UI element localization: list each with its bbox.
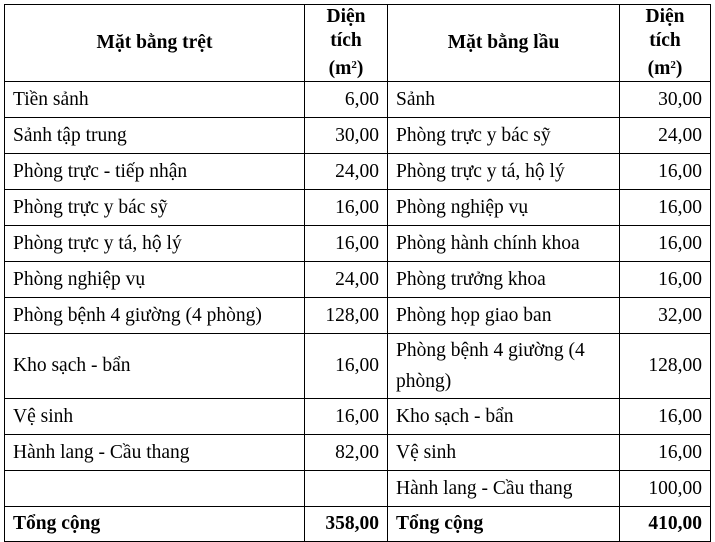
upper-room-area: 16,00: [620, 226, 711, 262]
ground-room-name: [5, 471, 305, 507]
upper-room-name: Phòng trưởng khoa: [388, 262, 620, 298]
ground-room-name: Phòng bệnh 4 giường (4 phòng): [5, 298, 305, 334]
upper-room-name: Phòng bệnh 4 giường (4 phòng): [388, 334, 620, 399]
ground-room-area: 16,00: [305, 399, 388, 435]
ground-room-name: Vệ sinh: [5, 399, 305, 435]
upper-room-name: Phòng trực y bác sỹ: [388, 118, 620, 154]
upper-room-area: 16,00: [620, 190, 711, 226]
ground-room-name: Phòng trực - tiếp nhận: [5, 154, 305, 190]
ground-room-area: 30,00: [305, 118, 388, 154]
upper-room-name: Hành lang - Cầu thang: [388, 471, 620, 507]
ground-room-name: Phòng trực y tá, hộ lý: [5, 226, 305, 262]
upper-room-area: 16,00: [620, 154, 711, 190]
table-row: [5, 262, 711, 298]
area-header-line1: Diện tích: [326, 6, 366, 51]
total-row: [5, 507, 711, 542]
upper-room-name: Phòng nghiệp vụ: [388, 190, 620, 226]
upper-room-name: Vệ sinh: [388, 435, 620, 471]
ground-room-area: 16,00: [305, 334, 388, 399]
table-row: [5, 399, 711, 435]
upper-total-area: 410,00: [620, 507, 711, 542]
upper-room-name: Phòng hành chính khoa: [388, 226, 620, 262]
ground-room-name: Hành lang - Cầu thang: [5, 435, 305, 471]
table-row: [5, 435, 711, 471]
ground-room-name: Kho sạch - bẩn: [5, 334, 305, 399]
ground-room-area: 16,00: [305, 190, 388, 226]
ground-room-area: 24,00: [305, 262, 388, 298]
ground-area-header: [305, 5, 388, 82]
table-row: [5, 334, 711, 399]
ground-room-area: 16,00: [305, 226, 388, 262]
ground-room-area: [305, 471, 388, 507]
ground-room-name: Sảnh tập trung: [5, 118, 305, 154]
table-row: [5, 154, 711, 190]
upper-room-area: 16,00: [620, 399, 711, 435]
upper-room-area: 32,00: [620, 298, 711, 334]
ground-room-area: 6,00: [305, 82, 388, 118]
ground-room-name: Phòng nghiệp vụ: [5, 262, 305, 298]
table-row: [5, 118, 711, 154]
area-unit-sup: 2: [670, 59, 676, 71]
area-unit-post: ): [675, 58, 683, 79]
table-row: [5, 82, 711, 118]
ground-room-area: 128,00: [305, 298, 388, 334]
upper-room-area: 128,00: [620, 334, 711, 399]
ground-room-area: 82,00: [305, 435, 388, 471]
ground-room-area: 24,00: [305, 154, 388, 190]
ground-total-area: 358,00: [305, 507, 388, 542]
upper-room-name: Phòng họp giao ban: [388, 298, 620, 334]
header-row: [5, 5, 711, 82]
upper-room-name: Phòng trực y tá, hộ lý: [388, 154, 620, 190]
upper-room-area: 16,00: [620, 435, 711, 471]
area-header-line1: Diện tích: [645, 6, 685, 51]
table-row: [5, 471, 711, 507]
upper-room-area: 24,00: [620, 118, 711, 154]
upper-room-name: Kho sạch - bẩn: [388, 399, 620, 435]
area-unit-sup: 2: [351, 59, 357, 71]
upper-floor-header: Mặt bằng lầu: [388, 5, 620, 82]
upper-room-area: 100,00: [620, 471, 711, 507]
table-row: [5, 226, 711, 262]
upper-area-header: [620, 5, 711, 82]
table-row: [5, 298, 711, 334]
ground-room-name: Tiền sảnh: [5, 82, 305, 118]
floor-area-table: [4, 4, 711, 542]
upper-room-area: 30,00: [620, 82, 711, 118]
area-unit-pre: (m: [328, 58, 352, 79]
upper-total-label: Tổng cộng: [388, 507, 620, 542]
ground-total-label: Tổng cộng: [5, 507, 305, 542]
area-unit-post: ): [356, 58, 364, 79]
ground-room-name: Phòng trực y bác sỹ: [5, 190, 305, 226]
ground-floor-header: Mặt bằng trệt: [5, 5, 305, 82]
upper-room-area: 16,00: [620, 262, 711, 298]
area-unit-pre: (m: [647, 58, 671, 79]
upper-room-name: Sảnh: [388, 82, 620, 118]
table-row: [5, 190, 711, 226]
